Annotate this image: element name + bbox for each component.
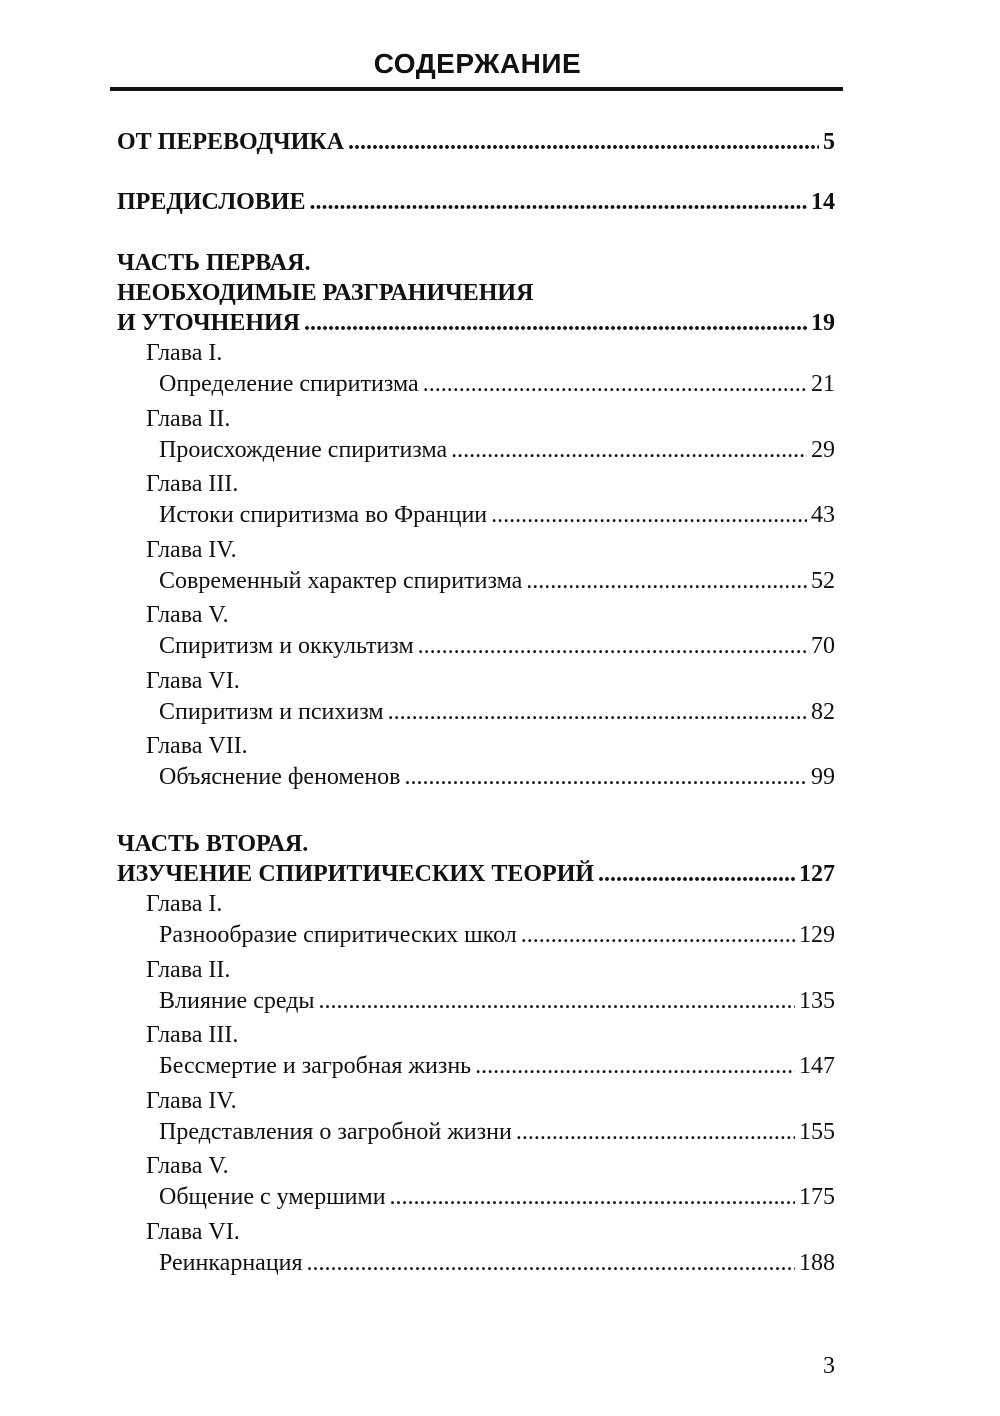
chapter-label: Глава IV. [146, 1088, 237, 1114]
chapter-label: Глава VI. [146, 1219, 240, 1245]
dot-leader [475, 1051, 795, 1081]
chapter-label: Глава VI. [146, 668, 240, 694]
chapter-label: Глава I. [146, 340, 223, 366]
toc-entry-page: 82 [811, 699, 835, 725]
toc-entry-title: Современный характер спиритизма [159, 568, 523, 594]
toc-entry-title: Истоки спиритизма во Франции [159, 502, 488, 528]
dot-leader [521, 920, 795, 950]
toc-entry-title: Определение спиритизма [159, 371, 419, 397]
toc-entry-page: 70 [811, 633, 835, 659]
toc-entry-chapter[interactable] [159, 762, 835, 792]
dot-leader [526, 566, 807, 596]
toc-entry-chapter[interactable] [159, 986, 835, 1016]
part2-heading-line1: ЧАСТЬ ВТОРАЯ. [117, 831, 309, 857]
toc-entry-page: 135 [799, 988, 835, 1014]
toc-entry-title: Представления о загробной жизни [159, 1119, 512, 1145]
toc-entry-page: 19 [811, 310, 835, 336]
toc-entry-page: 5 [823, 129, 835, 155]
toc-entry-title: Спиритизм и психизм [159, 699, 384, 725]
dot-leader [418, 631, 807, 661]
toc-entry-chapter[interactable] [159, 920, 835, 950]
dot-leader [319, 986, 795, 1016]
toc-entry-title: Общение с умершими [159, 1184, 386, 1210]
toc-entry-chapter[interactable] [159, 631, 835, 661]
chapter-label: Глава V. [146, 1153, 229, 1179]
toc-entry-title: Влияние среды [159, 988, 315, 1014]
toc-entry-page: 188 [799, 1250, 835, 1276]
dot-leader [348, 127, 819, 157]
toc-entry-page: 14 [811, 189, 835, 215]
part1-heading-line1: ЧАСТЬ ПЕРВАЯ. [117, 250, 311, 276]
page-number: 3 [823, 1353, 835, 1379]
toc-entry-title: Происхождение спиритизма [159, 437, 448, 463]
toc-entry-chapter[interactable] [159, 566, 835, 596]
toc-entry-chapter[interactable] [159, 1248, 835, 1278]
toc-entry-title: Объяснение феноменов [159, 764, 401, 790]
toc-entry-title: Разнообразие спиритических школ [159, 922, 517, 948]
toc-entry-page: 29 [811, 437, 835, 463]
dot-leader [309, 187, 807, 217]
toc-entry-page: 21 [811, 371, 835, 397]
part1-heading-line2: НЕОБХОДИМЫЕ РАЗГРАНИЧЕНИЯ [117, 280, 534, 306]
toc-entry-page: 129 [799, 922, 835, 948]
title-rule [110, 87, 843, 91]
toc-entry-page: 155 [799, 1119, 835, 1145]
toc-entry-preface[interactable] [117, 187, 835, 217]
dot-leader [451, 435, 807, 465]
toc-entry-title: Спиритизм и оккультизм [159, 633, 414, 659]
toc-entry-chapter[interactable] [159, 1117, 835, 1147]
toc-entry-part1[interactable] [117, 308, 835, 338]
toc-entry-page: 175 [799, 1184, 835, 1210]
toc-entry-page: 99 [811, 764, 835, 790]
toc-entry-title: ПРЕДИСЛОВИЕ [117, 189, 306, 215]
toc-entry-page: 147 [799, 1053, 835, 1079]
dot-leader [491, 500, 807, 530]
toc-entry-title: Реинкарнация [159, 1250, 303, 1276]
page-title: СОДЕРЖАНИЕ [373, 48, 582, 79]
toc-entry-chapter[interactable] [159, 1051, 835, 1081]
dot-leader [388, 697, 807, 727]
toc-entry-chapter[interactable] [159, 500, 835, 530]
chapter-label: Глава V. [146, 602, 229, 628]
toc-entry-title: ОТ ПЕРЕВОДЧИКА [117, 129, 345, 155]
chapter-label: Глава VII. [146, 733, 248, 759]
chapter-label: Глава III. [146, 1022, 239, 1048]
dot-leader [307, 1248, 795, 1278]
chapter-label: Глава III. [146, 471, 239, 497]
toc-entry-page: 43 [811, 502, 835, 528]
toc-entry-part2[interactable] [117, 859, 835, 889]
dot-leader [516, 1117, 795, 1147]
dot-leader [390, 1182, 795, 1212]
chapter-label: Глава II. [146, 957, 231, 983]
toc-entry-page: 52 [811, 568, 835, 594]
dot-leader [423, 369, 807, 399]
toc-entry-chapter[interactable] [159, 697, 835, 727]
toc-entry-chapter[interactable] [159, 369, 835, 399]
toc-entry-chapter[interactable] [159, 435, 835, 465]
dot-leader [598, 859, 795, 889]
dot-leader [304, 308, 807, 338]
toc-entry-title: И УТОЧНЕНИЯ [117, 310, 300, 336]
chapter-label: Глава IV. [146, 537, 237, 563]
toc-entry-page: 127 [799, 861, 835, 887]
toc-entry-title: Бессмертие и загробная жизнь [159, 1053, 472, 1079]
toc-entry-chapter[interactable] [159, 1182, 835, 1212]
dot-leader [405, 762, 808, 792]
toc-entry-translator[interactable] [117, 127, 835, 157]
chapter-label: Глава II. [146, 406, 231, 432]
toc-entry-title: ИЗУЧЕНИЕ СПИРИТИЧЕСКИХ ТЕОРИЙ [117, 861, 595, 887]
chapter-label: Глава I. [146, 891, 223, 917]
